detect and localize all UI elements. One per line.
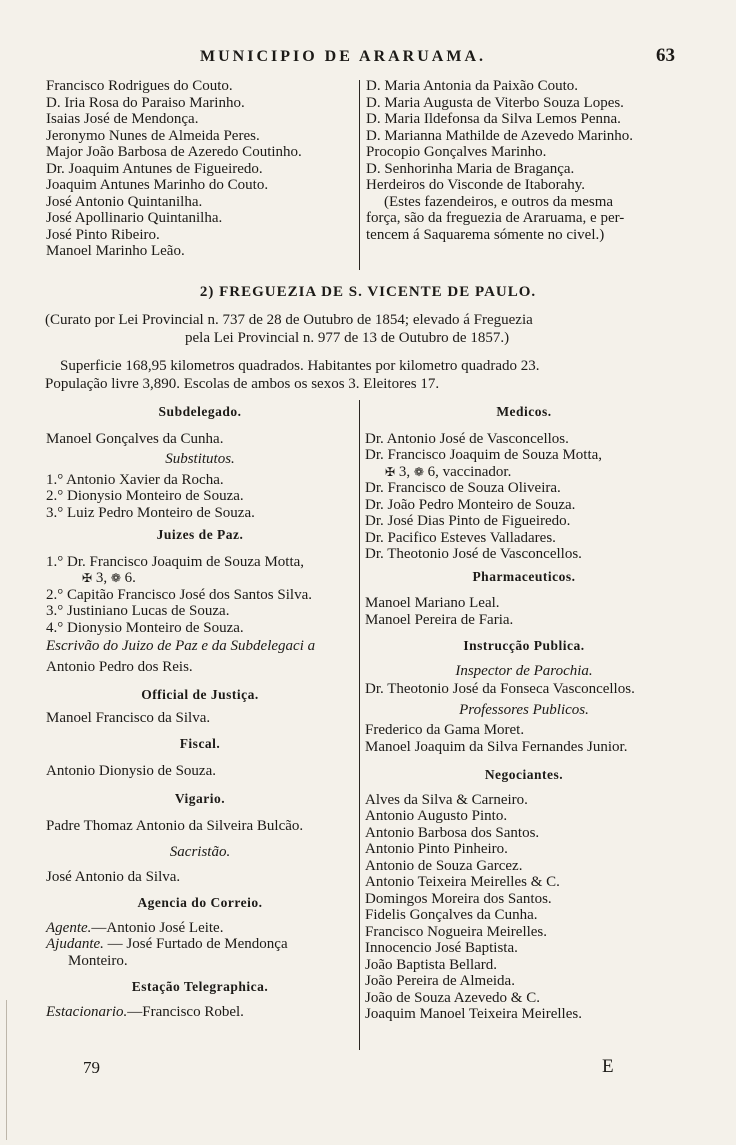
list-item: Major João Barbosa de Azeredo Coutinho. bbox=[46, 144, 302, 160]
list-item: José Antonio Quintanilha. bbox=[46, 193, 203, 210]
juiz-item: 3.° Justiniano Lucas de Souza. bbox=[46, 603, 230, 619]
running-head: MUNICIPIO DE ARARUAMA. bbox=[200, 48, 486, 65]
list-item: Joaquim Antunes Marinho do Couto. bbox=[46, 177, 269, 193]
section-title: 2) FREGUEZIA DE S. VICENTE DE PAULO. bbox=[199, 284, 537, 300]
vigario-name: Padre Thomaz Antonio da Silveira Bulcão. bbox=[46, 817, 304, 834]
page-number: 63 bbox=[656, 45, 675, 66]
list-item: Dr. Joaquim Antunes de Figueiredo. bbox=[46, 160, 263, 177]
order-rose-icon: ❁ bbox=[110, 571, 121, 585]
negociante-item: Antonio Teixeira Meirelles & C. bbox=[365, 874, 560, 890]
juiz-decorations: ✠ 3, ❁ 6. bbox=[82, 570, 136, 586]
subdelegado-name: Manoel Gonçalves da Cunha. bbox=[46, 430, 224, 447]
negociante-item: João de Souza Azevedo & C. bbox=[365, 989, 540, 1006]
negociante-item: Joaquim Manoel Teixeira Meirelles. bbox=[365, 1006, 582, 1022]
negociante-item: João Pereira de Almeida. bbox=[365, 973, 515, 989]
inspector-heading: Inspector de Parochia. bbox=[455, 662, 593, 679]
order-rose-icon: ❁ bbox=[413, 464, 424, 479]
left-column bbox=[46, 404, 354, 1020]
curato-line-2: pela Lei Provincial n. 977 de 13 de Outubro de 1857.) bbox=[185, 330, 510, 346]
ajudante-cont: Monteiro. bbox=[68, 952, 128, 969]
column-divider bbox=[359, 400, 360, 1050]
right-column bbox=[365, 404, 683, 1023]
list-item: D. Iria Rosa do Paraiso Marinho. bbox=[46, 94, 245, 111]
medico-item: Dr. Francisco Joaquim de Souza Motta, bbox=[365, 447, 603, 463]
medicos-heading: Medicos. bbox=[496, 404, 552, 419]
inspector-name: Dr. Theotonio José da Fonseca Vasconcellos. bbox=[365, 681, 635, 697]
column-divider bbox=[359, 80, 360, 270]
negociante-item: Antonio Pinto Pinheiro. bbox=[365, 841, 508, 857]
medico-item: Dr. José Dias Pinto de Figueiredo. bbox=[365, 513, 571, 529]
pharma-heading: Pharmaceuticos. bbox=[472, 568, 576, 584]
list-item: Manoel Marinho Leão. bbox=[46, 243, 185, 259]
negociante-item: Fidelis Gonçalves da Cunha. bbox=[365, 907, 538, 923]
negociantes-heading: Negociantes. bbox=[484, 767, 564, 782]
juiz-item: 1.° Dr. Francisco Joaquim de Souza Motta, bbox=[46, 553, 305, 570]
list-item: D. Marianna Mathilde de Azevedo Marinho. bbox=[366, 127, 634, 144]
list-item: D. Maria Antonia da Paixão Couto. bbox=[366, 78, 579, 94]
negociante-item: Antonio Augusto Pinto. bbox=[365, 808, 508, 824]
estacionario-line: Estacionario.—Francisco Robel. bbox=[46, 1003, 244, 1020]
list-item: José Apollinario Quintanilha. bbox=[46, 210, 223, 226]
ajudante-line: Ajudante. — José Furtado de Mendonça bbox=[46, 936, 288, 952]
agente-line: Agente.—Antonio José Leite. bbox=[46, 919, 224, 936]
escrivao-heading: Escrivão do Juizo de Paz e da Subdelegaci a bbox=[46, 638, 316, 654]
professor-item: Frederico da Gama Moret. bbox=[365, 722, 525, 738]
instrucao-heading: Instrucção Publica. bbox=[463, 638, 585, 653]
footer-number: 79 bbox=[83, 1058, 100, 1077]
sacristao-name: José Antonio da Silva. bbox=[46, 868, 181, 885]
negociante-item: Alves da Silva & Carneiro. bbox=[365, 791, 528, 808]
juiz-item: 4.° Dionysio Monteiro de Souza. bbox=[46, 619, 244, 636]
substituto-item: 3.° Luiz Pedro Monteiro de Souza. bbox=[46, 504, 255, 521]
medico-item: Dr. Theotonio José de Vasconcellos. bbox=[365, 546, 582, 562]
negociante-item: Innocencio José Baptista. bbox=[365, 940, 518, 956]
official-heading: Official de Justiça. bbox=[141, 687, 259, 702]
escrivao-name: Antonio Pedro dos Reis. bbox=[46, 658, 193, 675]
pharma-item: Manoel Mariano Leal. bbox=[365, 595, 500, 611]
negociante-item: João Baptista Bellard. bbox=[365, 956, 498, 973]
medico-item: Dr. Francisco de Souza Oliveira. bbox=[365, 480, 561, 496]
correio-heading: Agencia do Correio. bbox=[137, 895, 263, 910]
official-name: Manoel Francisco da Silva. bbox=[46, 709, 211, 726]
medico-item: Dr. Antonio José de Vasconcellos. bbox=[365, 430, 569, 447]
negociante-item: Antonio de Souza Garcez. bbox=[365, 857, 523, 874]
list-item: Herdeiros do Visconde de Itaborahy. bbox=[366, 177, 586, 193]
substituto-item: 1.° Antonio Xavier da Rocha. bbox=[46, 471, 224, 488]
professores-heading: Professores Publicos. bbox=[459, 701, 589, 718]
note-line: (Estes fazendeiros, e outros da mesma bbox=[384, 193, 614, 210]
stats-line-1: Superficie 168,95 kilometros quadrados. Habitantes por kilometro quadrado 23. bbox=[60, 358, 540, 374]
order-cross-icon: ✠ bbox=[82, 571, 93, 585]
list-item: D. Maria Ildefonsa da Silva Lemos Penna. bbox=[366, 111, 621, 127]
substituto-item: 2.° Dionysio Monteiro de Souza. bbox=[46, 488, 244, 504]
juiz-item: 2.° Capitão Francisco José dos Santos Silva. bbox=[46, 586, 312, 603]
list-item: Procopio Gonçalves Marinho. bbox=[366, 144, 547, 160]
negociante-item: Antonio Barbosa dos Santos. bbox=[365, 824, 540, 841]
curato-line-1: (Curato por Lei Provincial n. 737 de 28 de Outubro de 1854; elevado á Freguezia bbox=[45, 312, 533, 328]
substitutos-heading: Substitutos. bbox=[165, 451, 235, 467]
subdelegado-heading: Subdelegado. bbox=[158, 404, 242, 419]
list-item: D. Senhorinha Maria de Bragança. bbox=[366, 160, 575, 177]
top-right-list bbox=[366, 78, 678, 243]
medico-item: Dr. João Pedro Monteiro de Souza. bbox=[365, 496, 576, 513]
negociante-item: Francisco Nogueira Meirelles. bbox=[365, 923, 548, 940]
signature-mark: E bbox=[602, 1056, 614, 1077]
page-edge-line bbox=[6, 1000, 7, 1140]
list-item: D. Maria Augusta de Viterbo Souza Lopes. bbox=[366, 94, 624, 111]
list-item: Jeronymo Nunes de Almeida Peres. bbox=[46, 127, 260, 144]
list-item: Francisco Rodrigues do Couto. bbox=[46, 78, 233, 94]
medico-decorations: ✠ 3, ❁ 6, vaccinador. bbox=[385, 463, 512, 480]
note-line: tencem á Saquarema sómente no civel.) bbox=[366, 226, 605, 243]
telegraph-heading: Estação Telegraphica. bbox=[131, 979, 269, 994]
sacristao-heading: Sacristão. bbox=[169, 844, 231, 860]
order-cross-icon: ✠ bbox=[385, 464, 396, 479]
negociante-item: Domingos Moreira dos Santos. bbox=[365, 890, 552, 907]
pharma-item: Manoel Pereira de Faria. bbox=[365, 611, 514, 628]
list-item: Isaias José de Mendonça. bbox=[46, 111, 199, 127]
note-line: força, são da freguezia de Araruama, e per- bbox=[366, 210, 625, 226]
fiscal-name: Antonio Dionysio de Souza. bbox=[46, 762, 216, 779]
medico-item: Dr. Pacifico Esteves Valladares. bbox=[365, 529, 556, 546]
professor-item: Manoel Joaquim da Silva Fernandes Junior. bbox=[365, 738, 628, 755]
vigario-heading: Vigario. bbox=[174, 791, 226, 806]
fiscal-heading: Fiscal. bbox=[179, 736, 221, 751]
stats-line-2: População livre 3,890. Escolas de ambos os sexos 3. Eleitores 17. bbox=[45, 376, 440, 392]
juizes-heading: Juizes de Paz. bbox=[156, 527, 244, 542]
list-item: José Pinto Ribeiro. bbox=[46, 226, 160, 243]
top-left-list bbox=[46, 78, 351, 260]
